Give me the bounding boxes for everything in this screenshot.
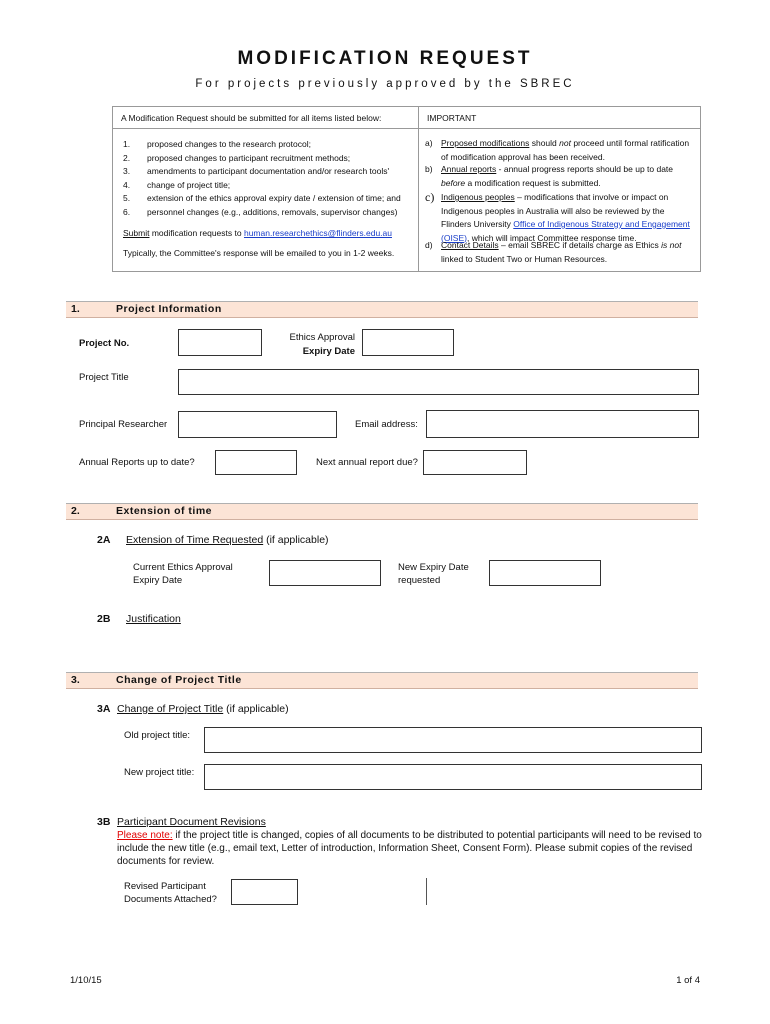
new-expiry-label: New Expiry Date requested [398,562,469,586]
email-address-field[interactable] [426,410,699,438]
project-no-field[interactable] [178,329,262,356]
old-title-label: Old project title: [124,730,190,741]
list-item: 5. extension of the ethics approval expiry date / extension of time; and [123,193,401,203]
next-report-field[interactable] [423,450,527,475]
title-change-note: Please note: if the project title is changed, copies of all documents to be distributed to potential participants will need to be revised to include the new title (e.g., email text, Letter of introduction, Information Sheet, Consent Form). Please submit copies of the revised documents for review. [117,830,702,867]
ethics-expiry-field[interactable] [362,329,454,356]
current-expiry-label: Current Ethics Approval Expiry Date [133,562,233,586]
project-no-label: Project No. [79,338,130,349]
important-d: d) Contact Details – email SBREC if details charge as Ethics is not linked to Student Two or Human Resources. [425,240,682,264]
project-title-field[interactable] [178,369,699,395]
footer-page-number: 1 of 4 [676,975,700,986]
justification-heading: Justification [126,613,181,625]
vertical-rule [426,878,427,905]
new-title-label: New project title: [124,767,195,778]
info-divider [418,107,419,271]
revised-docs-label: Revised Participant Documents Attached? [124,881,217,905]
modification-items-list [123,138,415,219]
important-a: a) Proposed modifications should not proceed until formal ratification of modification approval has been received. [425,138,690,162]
current-expiry-field[interactable] [269,560,381,586]
document-title: MODIFICATION REQUEST [237,48,533,69]
list-item: 4. change of project title; [123,179,231,190]
submit-email-link[interactable]: human.researchethics@flinders.edu.au [243,228,392,238]
change-title-heading: Change of Project Title (if applicable) [117,703,289,715]
oise-link[interactable]: Office of Indigenous Strategy and Engagement (OISE) [441,219,690,243]
old-title-field[interactable] [204,727,702,753]
annual-reports-label: Annual Reports up to date? [79,457,195,468]
info-left-header: A Modification Request should be submitted for all items listed below: [113,107,418,129]
project-title-label: Project Title [79,372,129,383]
extension-requested-heading: Extension of Time Requested (if applicable) [126,534,329,546]
list-item: 1. proposed changes to the research protocol; [123,139,311,149]
email-address-label: Email address: [355,419,418,430]
3b-code: 3B [97,816,111,828]
revised-docs-field[interactable] [231,879,298,905]
section-1-header: 1. Project Information [66,301,698,318]
annual-reports-field[interactable] [215,450,297,475]
new-expiry-field[interactable] [489,560,601,586]
list-item: 2. proposed changes to participant recruitment methods; [123,152,351,163]
info-box [112,106,701,272]
principal-researcher-field[interactable] [178,411,337,438]
submit-instruction: Submit modification requests to human.researchethics@flinders.edu.au [123,228,392,238]
info-right-header: IMPORTANT [419,107,700,129]
section-2-header: 2. Extension of time [66,503,698,520]
3a-code: 3A [97,703,111,715]
new-title-field[interactable] [204,764,702,790]
section-3-header: 3. Change of Project Title [66,672,698,689]
important-c: c) Indigenous peoples – modifications that involve or impact on Indigenous peoples in Australia will also be reviewed by the Flinders University Office of Indigenous Strategy and Engagement (OISE), which will impact Committee response time. [425,190,690,243]
response-time-note: Typically, the Committee's response will be emailed to you in 1-2 weeks. [123,248,395,258]
next-report-label: Next annual report due? [316,457,418,468]
2b-code: 2B [97,613,111,625]
list-item: 3. amendments to participant documentation and/or research tools' [123,166,390,176]
2a-code: 2A [97,534,111,546]
footer-date: 1/10/15 [70,975,102,986]
important-b: b) Annual reports - annual progress reports should be up to date before a modification request is submitted. [425,164,674,188]
document-revisions-heading: Participant Document Revisions [117,816,266,828]
ethics-expiry-label: Ethics Approval Expiry Date [289,332,355,357]
principal-researcher-label: Principal Researcher [79,419,168,430]
list-item: 6. personnel changes (e.g., additions, removals, supervisor changes) [123,206,398,217]
document-subtitle: For projects previously approved by the SBREC [195,78,575,90]
